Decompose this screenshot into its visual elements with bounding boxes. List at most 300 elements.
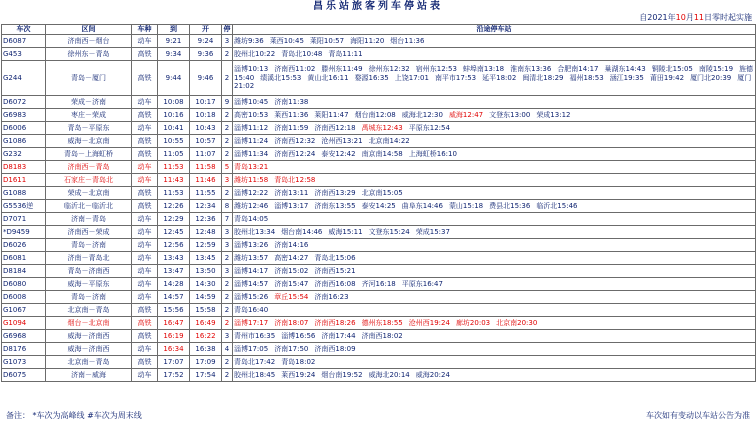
stop-entry: 上饶17:01 bbox=[394, 73, 429, 82]
stop-entry: 淄博13:26 bbox=[234, 241, 269, 249]
stop-minutes: 3 bbox=[222, 174, 233, 187]
arrival-time: 10:08 bbox=[158, 96, 190, 109]
stop-entry: 北京南15:05 bbox=[361, 189, 403, 197]
train-no: G1073 bbox=[2, 356, 46, 369]
table-row bbox=[2, 369, 756, 382]
stop-entry: 齐河16:18 bbox=[361, 280, 396, 288]
train-type: 动车 bbox=[132, 252, 158, 265]
train-type: 动车 bbox=[132, 369, 158, 382]
stop-list bbox=[233, 330, 756, 343]
departure-time: 11:07 bbox=[190, 148, 222, 161]
stop-entry: 平原东16:47 bbox=[401, 280, 443, 288]
stop-entry: 济南西18:26 bbox=[314, 319, 356, 327]
effective-suffix: 日零时起实施 bbox=[704, 13, 752, 22]
train-type: 高铁 bbox=[132, 356, 158, 369]
arrival-time: 9:44 bbox=[158, 61, 190, 96]
stop-entry: 淄博12:22 bbox=[234, 189, 269, 197]
stop-entry: 威海15:11 bbox=[328, 228, 363, 236]
train-no: G232 bbox=[2, 148, 46, 161]
arrival-time: 9:34 bbox=[158, 48, 190, 61]
stop-list bbox=[233, 265, 756, 278]
train-no: D8183 bbox=[2, 161, 46, 174]
stop-entry: 高密14:27 bbox=[274, 254, 309, 262]
stop-list bbox=[233, 239, 756, 252]
train-type: 动车 bbox=[132, 343, 158, 356]
arrival-time: 14:57 bbox=[158, 291, 190, 304]
train-no: G1094 bbox=[2, 317, 46, 330]
arrival-time: 11:53 bbox=[158, 187, 190, 200]
arrival-time: 12:26 bbox=[158, 200, 190, 213]
stop-entry: 青岛14:05 bbox=[234, 215, 269, 223]
train-no: D7071 bbox=[2, 213, 46, 226]
train-type: 动车 bbox=[132, 278, 158, 291]
route: 青岛－济南西 bbox=[46, 265, 132, 278]
stop-entry: 文登东15:24 bbox=[368, 228, 410, 236]
arrival-time: 16:47 bbox=[158, 317, 190, 330]
stop-list bbox=[233, 369, 756, 382]
timetable-body bbox=[2, 35, 756, 382]
stop-minutes: 2 bbox=[222, 61, 233, 96]
train-type: 动车 bbox=[132, 35, 158, 48]
route: 青岛－平原东 bbox=[46, 122, 132, 135]
train-type: 动车 bbox=[132, 213, 158, 226]
stop-entry: 济南17:44 bbox=[321, 332, 356, 340]
train-no: D6026 bbox=[2, 239, 46, 252]
departure-time: 10:18 bbox=[190, 109, 222, 122]
stop-entry: 济南15:47 bbox=[274, 280, 309, 288]
train-type: 高铁 bbox=[132, 187, 158, 200]
stop-entry: 铜陵北15:05 bbox=[651, 65, 693, 74]
table-row bbox=[2, 330, 756, 343]
stop-entry: 淄博13:17 bbox=[274, 202, 309, 210]
stop-list bbox=[233, 174, 756, 187]
stop-entry: 威海20:24 bbox=[415, 371, 450, 379]
train-type: 动车 bbox=[132, 239, 158, 252]
departure-time: 16:49 bbox=[190, 317, 222, 330]
stop-list bbox=[233, 278, 756, 291]
stop-list bbox=[233, 291, 756, 304]
arrival-time: 9:21 bbox=[158, 35, 190, 48]
stop-list bbox=[233, 187, 756, 200]
stop-entry: 济南14:16 bbox=[274, 241, 309, 249]
stop-entry: 廊坊20:03 bbox=[455, 319, 491, 327]
table-row bbox=[2, 252, 756, 265]
stop-minutes: 7 bbox=[222, 213, 233, 226]
route: 威海－济南西 bbox=[46, 343, 132, 356]
stop-minutes: 8 bbox=[222, 200, 233, 213]
table-row bbox=[2, 96, 756, 109]
stop-entry: 淄博14:57 bbox=[234, 280, 269, 288]
stop-entry: 厦门21:02 bbox=[234, 73, 752, 91]
stop-entry: 淄博14:17 bbox=[234, 267, 269, 275]
route: 济南西－青岛 bbox=[46, 161, 132, 174]
col-header-train-no: 车次 bbox=[2, 25, 46, 35]
train-no: G453 bbox=[2, 48, 46, 61]
departure-time: 10:17 bbox=[190, 96, 222, 109]
stop-entry: 济南西12:18 bbox=[314, 124, 356, 132]
stop-entry: 潍坊9:36 bbox=[234, 37, 264, 45]
arrival-time: 10:55 bbox=[158, 135, 190, 148]
stop-entry: 淄博10:13 bbox=[234, 65, 269, 74]
route: 荣成－济南 bbox=[46, 96, 132, 109]
table-row bbox=[2, 48, 756, 61]
table-row bbox=[2, 122, 756, 135]
stop-entry: 济南西16:08 bbox=[314, 280, 356, 288]
arrival-time: 11:05 bbox=[158, 148, 190, 161]
departure-time: 12:48 bbox=[190, 226, 222, 239]
stop-entry: 高密10:53 bbox=[234, 111, 269, 119]
stop-minutes: 4 bbox=[222, 343, 233, 356]
departure-time: 15:58 bbox=[190, 304, 222, 317]
train-no: *D9459 bbox=[2, 226, 46, 239]
stop-entry: 潍坊11:58 bbox=[234, 176, 269, 184]
route: 北京南－青岛 bbox=[46, 304, 132, 317]
stop-entry: 莱西10:45 bbox=[269, 37, 304, 45]
train-no: G1088 bbox=[2, 187, 46, 200]
stop-list bbox=[233, 48, 756, 61]
route: 石家庄－青岛北 bbox=[46, 174, 132, 187]
departure-time: 13:50 bbox=[190, 265, 222, 278]
stop-entry: 福州18:53 bbox=[569, 73, 604, 82]
stop-entry: 莆田19:42 bbox=[649, 73, 685, 82]
departure-time: 9:46 bbox=[190, 61, 222, 96]
train-type: 高铁 bbox=[132, 109, 158, 122]
train-type: 动车 bbox=[132, 265, 158, 278]
stop-entry: 北京南20:30 bbox=[496, 319, 538, 327]
stop-entry: 烟台11:36 bbox=[390, 37, 425, 45]
arrival-time: 13:43 bbox=[158, 252, 190, 265]
stop-entry: 青岛北17:42 bbox=[234, 358, 276, 366]
departure-time: 17:09 bbox=[190, 356, 222, 369]
stop-entry: 济南东13:55 bbox=[314, 202, 356, 210]
stop-entry: 青岛北15:06 bbox=[314, 254, 356, 262]
stop-entry: 济南15:02 bbox=[274, 267, 309, 275]
stop-minutes: 9 bbox=[222, 96, 233, 109]
stop-entry: 徐州东12:32 bbox=[368, 65, 410, 74]
stop-list bbox=[233, 96, 756, 109]
route: 烟台－北京南 bbox=[46, 317, 132, 330]
stop-list bbox=[233, 343, 756, 356]
stop-entry: 禹城东12:43 bbox=[361, 124, 403, 132]
departure-time: 10:57 bbox=[190, 135, 222, 148]
stop-entry: 威海北20:14 bbox=[368, 371, 410, 379]
departure-time: 9:36 bbox=[190, 48, 222, 61]
arrival-time: 16:34 bbox=[158, 343, 190, 356]
departure-time: 12:36 bbox=[190, 213, 222, 226]
stop-entry: 平原东12:54 bbox=[408, 124, 450, 132]
stop-minutes: 2 bbox=[222, 291, 233, 304]
stop-minutes: 2 bbox=[222, 148, 233, 161]
train-no: D6072 bbox=[2, 96, 46, 109]
departure-time: 9:24 bbox=[190, 35, 222, 48]
table-row bbox=[2, 239, 756, 252]
stop-entry: 济南西15:21 bbox=[314, 267, 356, 275]
route: 青岛－上海虹桥 bbox=[46, 148, 132, 161]
stop-list bbox=[233, 356, 756, 369]
route: 荣成－北京南 bbox=[46, 187, 132, 200]
departure-time: 16:38 bbox=[190, 343, 222, 356]
col-header-departure: 开 bbox=[190, 25, 222, 35]
train-type: 高铁 bbox=[132, 48, 158, 61]
train-type: 高铁 bbox=[132, 135, 158, 148]
route: 济南－威海 bbox=[46, 369, 132, 382]
stop-entry: 济南西13:29 bbox=[314, 189, 356, 197]
arrival-time: 13:47 bbox=[158, 265, 190, 278]
stop-entry: 淄博15:26 bbox=[234, 293, 269, 301]
stop-entry: 潍坊13:57 bbox=[234, 254, 269, 262]
stop-list bbox=[233, 61, 756, 96]
stop-entry: 蒙山15:18 bbox=[448, 202, 484, 210]
stop-entry: 青岛18:02 bbox=[281, 358, 316, 366]
route: 济南－青岛 bbox=[46, 213, 132, 226]
stop-list bbox=[233, 148, 756, 161]
table-row bbox=[2, 213, 756, 226]
stop-entry: 烟台南14:46 bbox=[281, 228, 323, 236]
route: 威海－平原东 bbox=[46, 278, 132, 291]
stop-entry: 延平18:02 bbox=[482, 73, 517, 82]
departure-time: 10:43 bbox=[190, 122, 222, 135]
arrival-time: 10:16 bbox=[158, 109, 190, 122]
stop-entry: 淄博17:05 bbox=[234, 345, 269, 353]
train-no: D6006 bbox=[2, 122, 46, 135]
stop-entry: 荣成15:37 bbox=[415, 228, 450, 236]
route: 威海－济南西 bbox=[46, 330, 132, 343]
route: 北京南－青岛 bbox=[46, 356, 132, 369]
col-header-stop-minutes: 停 bbox=[223, 25, 231, 33]
stop-entry: 青岛11:11 bbox=[328, 50, 363, 58]
effective-day: 11 bbox=[693, 13, 704, 22]
stop-minutes: 2 bbox=[222, 317, 233, 330]
effective-month: 10 bbox=[675, 13, 686, 22]
stop-entry: 涵江19:35 bbox=[609, 73, 644, 82]
table-row bbox=[2, 265, 756, 278]
stop-entry: 淄博11:12 bbox=[234, 124, 269, 132]
footer-disclaimer: 车次如有变动以车站公告为准 bbox=[646, 411, 750, 420]
stop-entry: 闽清北18:29 bbox=[522, 73, 564, 82]
train-type: 高铁 bbox=[132, 304, 158, 317]
table-row bbox=[2, 317, 756, 330]
route: 临沂北－临沂北 bbox=[46, 200, 132, 213]
train-no: D6008 bbox=[2, 291, 46, 304]
table-row bbox=[2, 304, 756, 317]
footer-note: 备注： *车次为高峰线 #车次为周末线 bbox=[6, 411, 142, 420]
stop-list bbox=[233, 122, 756, 135]
route: 青岛－厦门 bbox=[46, 61, 132, 96]
departure-time: 14:30 bbox=[190, 278, 222, 291]
train-type: 高铁 bbox=[132, 330, 158, 343]
stop-entry: 文登东13:00 bbox=[489, 111, 531, 119]
stop-entry: 章丘15:54 bbox=[274, 293, 309, 301]
stop-entry: 烟台南12:08 bbox=[354, 111, 396, 119]
stop-entry: 南平市17:53 bbox=[434, 73, 477, 82]
stop-entry: 烟台南19:52 bbox=[321, 371, 363, 379]
table-row bbox=[2, 135, 756, 148]
departure-time: 11:46 bbox=[190, 174, 222, 187]
stop-list bbox=[233, 35, 756, 48]
stop-entry: 济南11:38 bbox=[274, 98, 309, 106]
stop-entry: 淄博16:56 bbox=[281, 332, 316, 340]
train-no: G5536逆 bbox=[2, 200, 46, 213]
stop-entry: 费县北15:36 bbox=[489, 202, 531, 210]
stop-entry: 荣成13:12 bbox=[536, 111, 571, 119]
stop-entry: 绩溪北15:53 bbox=[260, 73, 302, 82]
departure-time: 17:54 bbox=[190, 369, 222, 382]
table-row bbox=[2, 148, 756, 161]
train-type: 动车 bbox=[132, 122, 158, 135]
stop-entry: 青岛16:40 bbox=[234, 306, 269, 314]
stop-minutes: 2 bbox=[222, 304, 233, 317]
stop-list bbox=[233, 317, 756, 330]
train-type: 高铁 bbox=[132, 61, 158, 96]
stop-entry: 海阳11:20 bbox=[350, 37, 385, 45]
table-row bbox=[2, 35, 756, 48]
stop-entry: 巢湖东14:43 bbox=[604, 65, 646, 74]
stop-entry: 青岛13:21 bbox=[234, 163, 269, 171]
stop-list bbox=[233, 200, 756, 213]
train-no: D1611 bbox=[2, 174, 46, 187]
route: 济南西－烟台 bbox=[46, 35, 132, 48]
stop-list bbox=[233, 252, 756, 265]
stop-entry: 泰安14:25 bbox=[361, 202, 396, 210]
stop-list bbox=[233, 109, 756, 122]
train-no: D8184 bbox=[2, 265, 46, 278]
arrival-time: 11:53 bbox=[158, 161, 190, 174]
arrival-time: 12:29 bbox=[158, 213, 190, 226]
stop-entry: 青岛北10:48 bbox=[281, 50, 323, 58]
stop-list bbox=[233, 304, 756, 317]
table-row bbox=[2, 291, 756, 304]
timetable bbox=[1, 24, 756, 382]
train-no: G1067 bbox=[2, 304, 46, 317]
stop-entry: 南京南14:58 bbox=[361, 150, 403, 158]
effective-date bbox=[639, 12, 752, 24]
stop-list bbox=[233, 161, 756, 174]
stop-entry: 德州东18:55 bbox=[361, 319, 403, 327]
stop-entry: 淄博17:17 bbox=[234, 319, 269, 327]
effective-prefix: 自2021年 bbox=[639, 13, 676, 22]
stop-entry: 曲阜东14:46 bbox=[401, 202, 443, 210]
stop-entry: 宿州东12:53 bbox=[415, 65, 457, 74]
stop-entry: 威海12:47 bbox=[448, 111, 484, 119]
stop-entry: 淄博11:34 bbox=[234, 150, 269, 158]
stop-entry: 胶州北13:34 bbox=[234, 228, 276, 236]
stop-entry: 威海北12:30 bbox=[401, 111, 443, 119]
stop-entry: 淄博11:24 bbox=[234, 137, 269, 145]
arrival-time: 12:56 bbox=[158, 239, 190, 252]
col-header-route: 区间 bbox=[46, 25, 132, 35]
stop-entry: 莱阳10:57 bbox=[309, 37, 345, 45]
stop-entry: 淄博10:45 bbox=[234, 98, 269, 106]
stop-list bbox=[233, 135, 756, 148]
effective-mid: 月 bbox=[685, 13, 694, 22]
stop-minutes: 3 bbox=[222, 226, 233, 239]
departure-time: 14:59 bbox=[190, 291, 222, 304]
col-header-stops: 沿途停车站 bbox=[233, 25, 756, 35]
stop-minutes: 2 bbox=[222, 252, 233, 265]
departure-time: 11:55 bbox=[190, 187, 222, 200]
train-type: 动车 bbox=[132, 291, 158, 304]
train-no: D6087 bbox=[2, 35, 46, 48]
train-type: 高铁 bbox=[132, 317, 158, 330]
stop-minutes: 3 bbox=[222, 239, 233, 252]
route: 威海－北京南 bbox=[46, 135, 132, 148]
arrival-time: 10:41 bbox=[158, 122, 190, 135]
train-no: D6081 bbox=[2, 252, 46, 265]
train-type: 动车 bbox=[132, 226, 158, 239]
arrival-time: 16:19 bbox=[158, 330, 190, 343]
stop-entry: 青州市16:35 bbox=[234, 332, 276, 340]
stop-minutes: 2 bbox=[222, 135, 233, 148]
arrival-time: 15:56 bbox=[158, 304, 190, 317]
train-type: 动车 bbox=[132, 96, 158, 109]
stop-entry: 上海虹桥16:10 bbox=[408, 150, 457, 158]
stop-entry: 泰安12:42 bbox=[321, 150, 356, 158]
route: 枣庄－荣成 bbox=[46, 109, 132, 122]
stop-entry: 临沂北15:46 bbox=[536, 202, 578, 210]
stop-entry: 济南西18:02 bbox=[361, 332, 403, 340]
stop-entry: 蚌埠南13:18 bbox=[462, 65, 505, 74]
stop-entry: 莱西19:24 bbox=[281, 371, 316, 379]
table-row bbox=[2, 109, 756, 122]
arrival-time: 17:07 bbox=[158, 356, 190, 369]
stop-entry: 莱阳11:47 bbox=[314, 111, 349, 119]
table-row bbox=[2, 174, 756, 187]
page-title: 昌乐站旅客列车停站表 bbox=[313, 1, 443, 12]
train-no: G1086 bbox=[2, 135, 46, 148]
departure-time: 16:22 bbox=[190, 330, 222, 343]
stop-entry: 济南17:50 bbox=[274, 345, 309, 353]
table-row bbox=[2, 200, 756, 213]
train-no: G6968 bbox=[2, 330, 46, 343]
train-type: 高铁 bbox=[132, 200, 158, 213]
train-type: 高铁 bbox=[132, 148, 158, 161]
arrival-time: 17:52 bbox=[158, 369, 190, 382]
stop-entry: 济南18:07 bbox=[274, 319, 309, 327]
table-row bbox=[2, 356, 756, 369]
stop-entry: 沧州西19:24 bbox=[408, 319, 450, 327]
route: 青岛－济南 bbox=[46, 239, 132, 252]
route: 济南西－荣成 bbox=[46, 226, 132, 239]
stop-minutes: 3 bbox=[222, 330, 233, 343]
stop-entry: 济南西18:09 bbox=[314, 345, 356, 353]
stop-list bbox=[233, 213, 756, 226]
route: 青岛－济南 bbox=[46, 291, 132, 304]
stop-entry: 滕州东11:49 bbox=[321, 65, 363, 74]
stop-entry: 济南16:23 bbox=[314, 293, 349, 301]
stop-minutes: 3 bbox=[222, 35, 233, 48]
train-no: D8176 bbox=[2, 343, 46, 356]
route: 济南－青岛北 bbox=[46, 252, 132, 265]
stop-minutes: 2 bbox=[222, 369, 233, 382]
stop-entry: 黄山北16:11 bbox=[307, 73, 349, 82]
stop-list bbox=[233, 226, 756, 239]
departure-time: 12:34 bbox=[190, 200, 222, 213]
table-row bbox=[2, 343, 756, 356]
arrival-time: 14:28 bbox=[158, 278, 190, 291]
stop-entry: 济南西11:02 bbox=[274, 65, 316, 74]
stop-minutes: 2 bbox=[222, 109, 233, 122]
stop-minutes: 3 bbox=[222, 265, 233, 278]
stop-entry: 沧州西13:21 bbox=[321, 137, 363, 145]
stop-entry: 济南11:59 bbox=[274, 124, 309, 132]
stop-entry: 北京南14:22 bbox=[368, 137, 410, 145]
stop-entry: 莱西11:36 bbox=[274, 111, 309, 119]
stop-entry: 合肥南14:17 bbox=[557, 65, 599, 74]
stop-entry: 南陵15:19 bbox=[698, 65, 734, 74]
train-no: G244 bbox=[2, 61, 46, 96]
stop-minutes: 2 bbox=[222, 187, 233, 200]
table-row bbox=[2, 61, 756, 96]
